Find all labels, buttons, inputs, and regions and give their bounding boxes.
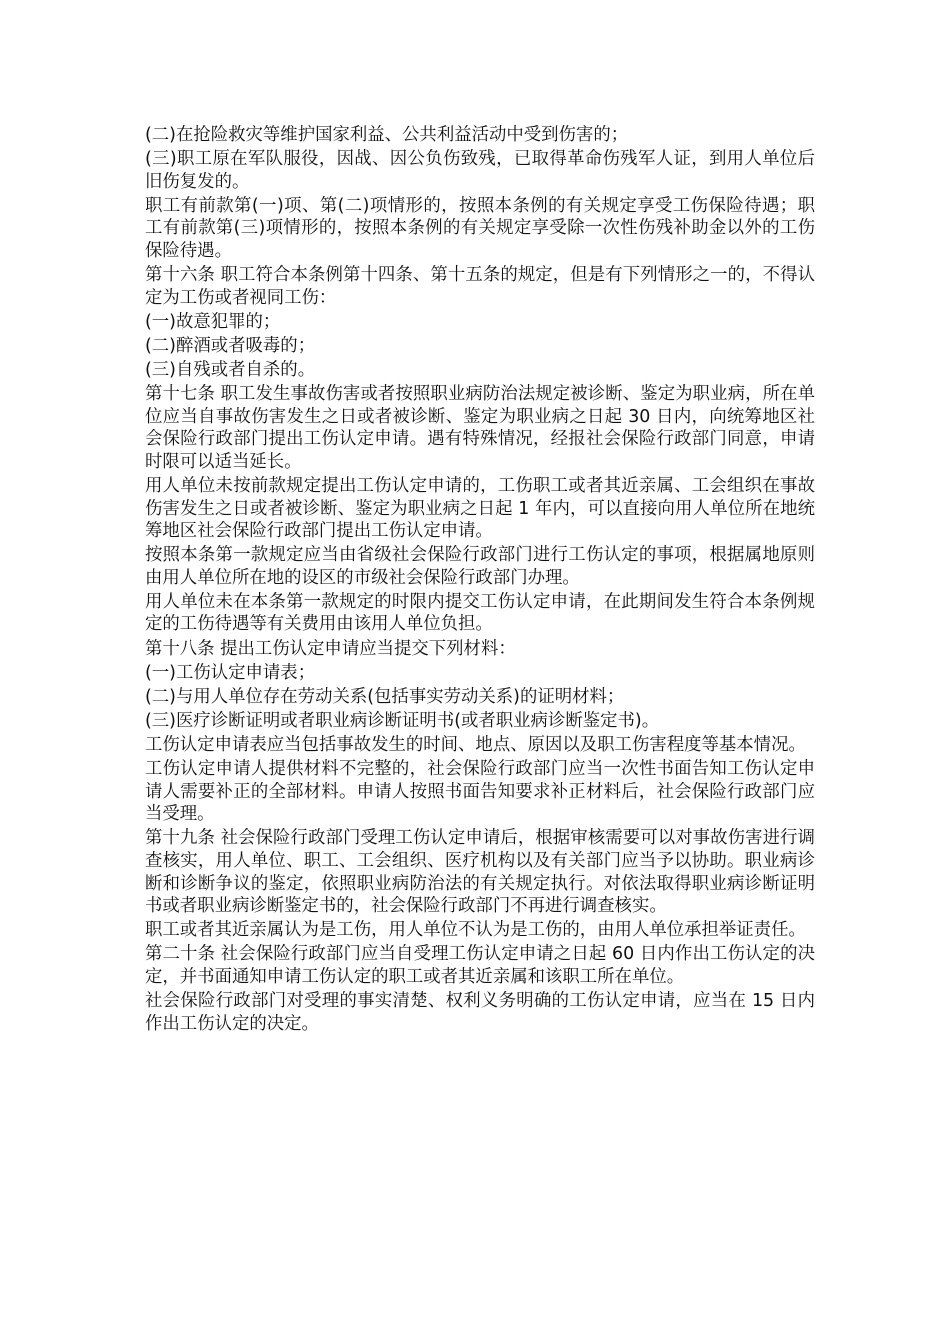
paragraph-article-16-item-1: (一)故意犯罪的； [145, 311, 281, 332]
paragraph-article-17: 第十七条 职工发生事故伤害或者按照职业病防治法规定被诊断、鉴定为职业病，所在单位应当自事故伤害发生之日或者被诊断、鉴定为职业病之日起 30 日内，向统筹地区社会保险行政部门提出工伤认定申请。遇有特殊情况，经报社会保险行政部门同意，申请时限可以适当延长。 [145, 384, 815, 472]
paragraph-article-16-item-2: (二)醉酒或者吸毒的； [145, 335, 316, 356]
paragraph-burden-of-proof: 职工或者其近亲属认为是工伤，用人单位不认为是工伤的，由用人单位承担举证责任。 [145, 920, 806, 941]
paragraph-incomplete-materials: 工伤认定申请人提供材料不完整的，社会保险行政部门应当一次性书面告知工伤认定申请人需要补正的全部材料。申请人按照书面告知要求补正材料后，社会保险行政部门应当受理。 [145, 759, 815, 825]
paragraph-article-18: 第十八条 提出工伤认定申请应当提交下列材料： [145, 638, 516, 659]
paragraph-article-19: 第十九条 社会保险行政部门受理工伤认定申请后，根据审核需要可以对事故伤害进行调查核实，用人单位、职工、工会组织、医疗机构以及有关部门应当予以协助。职业病诊断和诊断争议的鉴定，依照职业病防治法的有关规定执行。对依法取得职业病诊断证明书或者职业病诊断鉴定书的，社会保险行政部门不再进行调查核实。 [145, 828, 815, 917]
paragraph-article-17-employee-application: 用人单位未按前款规定提出工伤认定申请的，工伤职工或者其近亲属、工会组织在事故伤害发生之日或者被诊断、鉴定为职业病之日起 1 年内，可以直接向用人单位所在地统筹地区社会保险行政部门提出工伤认定申请。 [145, 475, 815, 542]
paragraph-article-16: 第十六条 职工符合本条例第十四条、第十五条的规定，但是有下列情形之一的，不得认定为工伤或者视同工伤： [145, 265, 815, 308]
paragraph-article-20-fast-track: 社会保险行政部门对受理的事实清楚、权利义务明确的工伤认定申请，应当在 15 日内作出工伤认定的决定。 [145, 990, 815, 1034]
paragraph-item-3-military-old-injury: (三)职工原在军队服役，因战、因公负伤致残，已取得革命伤残军人证，到用人单位后旧伤复发的。 [145, 149, 815, 192]
paragraph-article-16-item-3: (三)自残或者自杀的。 [145, 359, 316, 380]
paragraph-benefits-note: 职工有前款第(一)项、第(二)项情形的，按照本条例的有关规定享受工伤保险待遇；职工有前款第(三)项情形的，按照本条例的有关规定享受除一次性伤残补助金以外的工伤保险待遇。 [145, 195, 815, 261]
document-body [145, 124, 815, 1037]
paragraph-article-18-item-2: (二)与用人单位存在劳动关系(包括事实劳动关系)的证明材料； [145, 686, 625, 707]
paragraph-application-form-contents: 工伤认定申请表应当包括事故发生的时间、地点、原因以及职工伤害程度等基本情况。 [145, 734, 806, 755]
paragraph-article-18-item-1: (一)工伤认定申请表； [145, 662, 316, 683]
paragraph-article-17-jurisdiction: 按照本条第一款规定应当由省级社会保险行政部门进行工伤认定的事项，根据属地原则由用人单位所在地的设区的市级社会保险行政部门办理。 [145, 545, 815, 588]
paragraph-item-2-injured-in-rescue: (二)在抢险救灾等维护国家利益、公共利益活动中受到伤害的； [145, 125, 629, 145]
paragraph-article-20: 第二十条 社会保险行政部门应当自受理工伤认定申请之日起 60 日内作出工伤认定的决定，并书面通知申请工伤认定的职工或者其近亲属和该职工所在单位。 [145, 944, 815, 987]
paragraph-article-18-item-3: (三)医疗诊断证明或者职业病诊断证明书(或者职业病诊断鉴定书)。 [145, 710, 660, 731]
paragraph-article-17-employer-liability: 用人单位未在本条第一款规定的时限内提交工伤认定申请，在此期间发生符合本条例规定的工伤待遇等有关费用由该用人单位负担。 [145, 591, 815, 635]
